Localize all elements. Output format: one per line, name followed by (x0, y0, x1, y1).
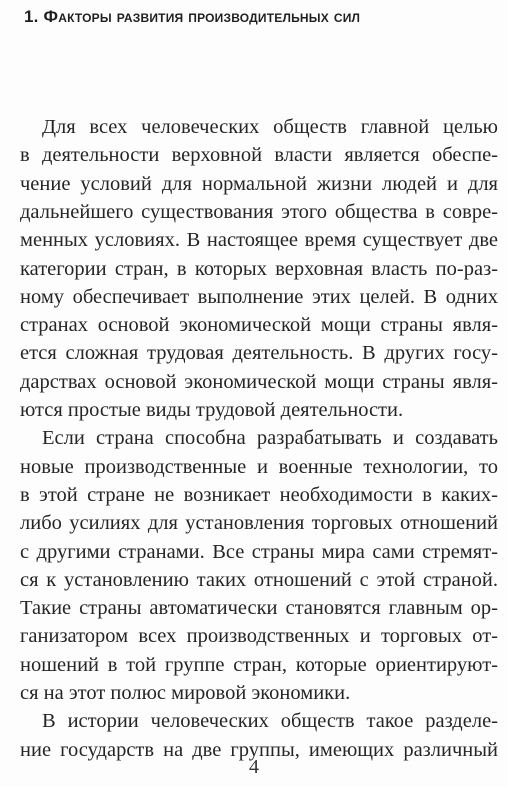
text-line-22: В истории человеческих обществ такое разделе- (42, 710, 498, 733)
text-line-1: Для всех человеческих обществ главной целью (42, 116, 498, 138)
section-heading: 1. Факторы развития производительных сил (24, 7, 361, 26)
text-line-13: новые производственные и военные технологии, то (20, 455, 498, 478)
text-line-12: Если страна способна разрабатывать и создавать (42, 427, 498, 450)
text-line-10: дарствах основой экономической мощи страны явля- (20, 370, 498, 393)
text-line-21: ся на этот полюс мировой экономики. (20, 682, 351, 704)
text-line-19: ганизатором всех производственных и торговых от- (20, 625, 498, 648)
text-line-5: менных условиях. В настоящее время существует две (20, 229, 498, 252)
text-line-8: странах основой экономической мощи страны явля- (20, 314, 498, 337)
text-line-2: в деятельности верховной власти является обеспе- (20, 144, 498, 167)
text-line-17: ся к установлению таких отношений с этой страной. (20, 568, 498, 591)
text-line-20: ношений в той группе стран, которые ориентируют- (20, 653, 498, 676)
text-line-6: категории стран, в которых верховная власть по-раз- (20, 257, 498, 280)
text-line-16: с другими странами. Все страны мира сами стремят- (20, 540, 498, 563)
text-line-4: дальнейшего существования этого общества в совре- (20, 200, 498, 223)
page-number: 4 (249, 756, 259, 778)
text-line-18: Такие страны автоматически становятся главным ор- (20, 597, 498, 620)
text-line-3: чение условий для нормальной жизни людей и для (20, 172, 498, 195)
text-line-11: ются простые виды трудовой деятельности. (20, 399, 404, 421)
text-line-15: либо усилиях для установления торговых отношений (20, 512, 498, 535)
text-line-14: в этой стране не возникает необходимости в каких- (20, 483, 498, 506)
text-line-9: ется сложная трудовая деятельность. В других госу- (20, 342, 498, 365)
text-line-7: ному обеспечивает выполнение этих целей. В одних (20, 285, 498, 308)
text-line-23: ние государств на две группы, имеющих различный (20, 738, 498, 761)
